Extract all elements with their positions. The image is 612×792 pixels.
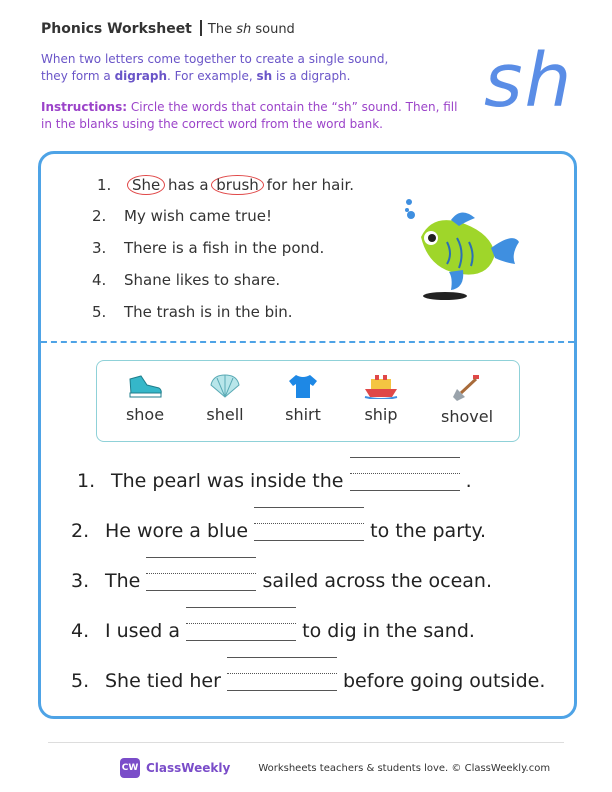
fill-sentence-1: 1. The pearl was inside the .: [77, 470, 472, 492]
digraph-display: sh: [484, 38, 574, 124]
shell-icon: [207, 373, 243, 399]
footer: [120, 758, 550, 778]
sentence-3: 3. There is a fish in the pond.: [92, 239, 325, 257]
footer-divider: [48, 742, 564, 743]
section-divider: [41, 341, 574, 343]
fill-sentence-2: 2. He wore a blue to the party.: [71, 520, 487, 542]
shovel-icon: [449, 373, 485, 401]
word-bank-item[interactable]: shell: [185, 373, 265, 424]
fill-sentence-5: 5. She tied her before going outside.: [71, 670, 546, 692]
answer-blank[interactable]: [254, 519, 364, 541]
fill-sentence-4: 4. I used a to dig in the sand.: [71, 620, 475, 642]
word-bank-item[interactable]: ship: [341, 373, 421, 424]
circled-word[interactable]: brush: [211, 175, 264, 195]
word-bank-item[interactable]: shoe: [105, 373, 185, 424]
answer-blank[interactable]: [350, 469, 460, 491]
answer-blank[interactable]: [186, 619, 296, 641]
instructions-text: Instructions: Circle the words that contain the “sh” sound. Then, fill in the blanks using the correct word from the word bank.: [41, 100, 458, 131]
answer-blank[interactable]: [227, 669, 337, 691]
sentence-1: 1. She has a brush for her hair.: [97, 176, 355, 194]
word-bank-item[interactable]: shirt: [263, 373, 343, 424]
answer-blank[interactable]: [146, 569, 256, 591]
sentence-2: 2. My wish came true!: [92, 207, 272, 225]
fish-icon: [403, 192, 523, 302]
footer-tagline: Worksheets teachers & students love. © ClassWeekly.com: [258, 762, 551, 774]
ship-icon: [363, 373, 399, 399]
circled-word[interactable]: She: [127, 175, 165, 195]
sentence-5: 5. The trash is in the bin.: [92, 303, 293, 321]
fill-sentence-3: 3. The sailed across the ocean.: [71, 570, 492, 592]
word-bank: [96, 360, 520, 442]
brand-name[interactable]: ClassWeekly: [146, 761, 231, 775]
worksheet-title: Phonics Worksheet: [41, 21, 192, 37]
shirt-icon: [285, 373, 321, 399]
word-bank-item[interactable]: shovel: [427, 373, 507, 426]
intro-text: When two letters come together to create a single sound, they form a digraph. For example, sh is a digraph.: [41, 52, 389, 83]
worksheet-header: [41, 20, 295, 37]
title-divider: [200, 20, 202, 36]
classweekly-logo: CW: [120, 758, 140, 778]
worksheet-subtitle: The sh sound: [207, 22, 295, 37]
shoe-icon: [127, 373, 163, 399]
sentence-4: 4. Shane likes to share.: [92, 271, 281, 289]
worksheet-card: [38, 151, 577, 719]
